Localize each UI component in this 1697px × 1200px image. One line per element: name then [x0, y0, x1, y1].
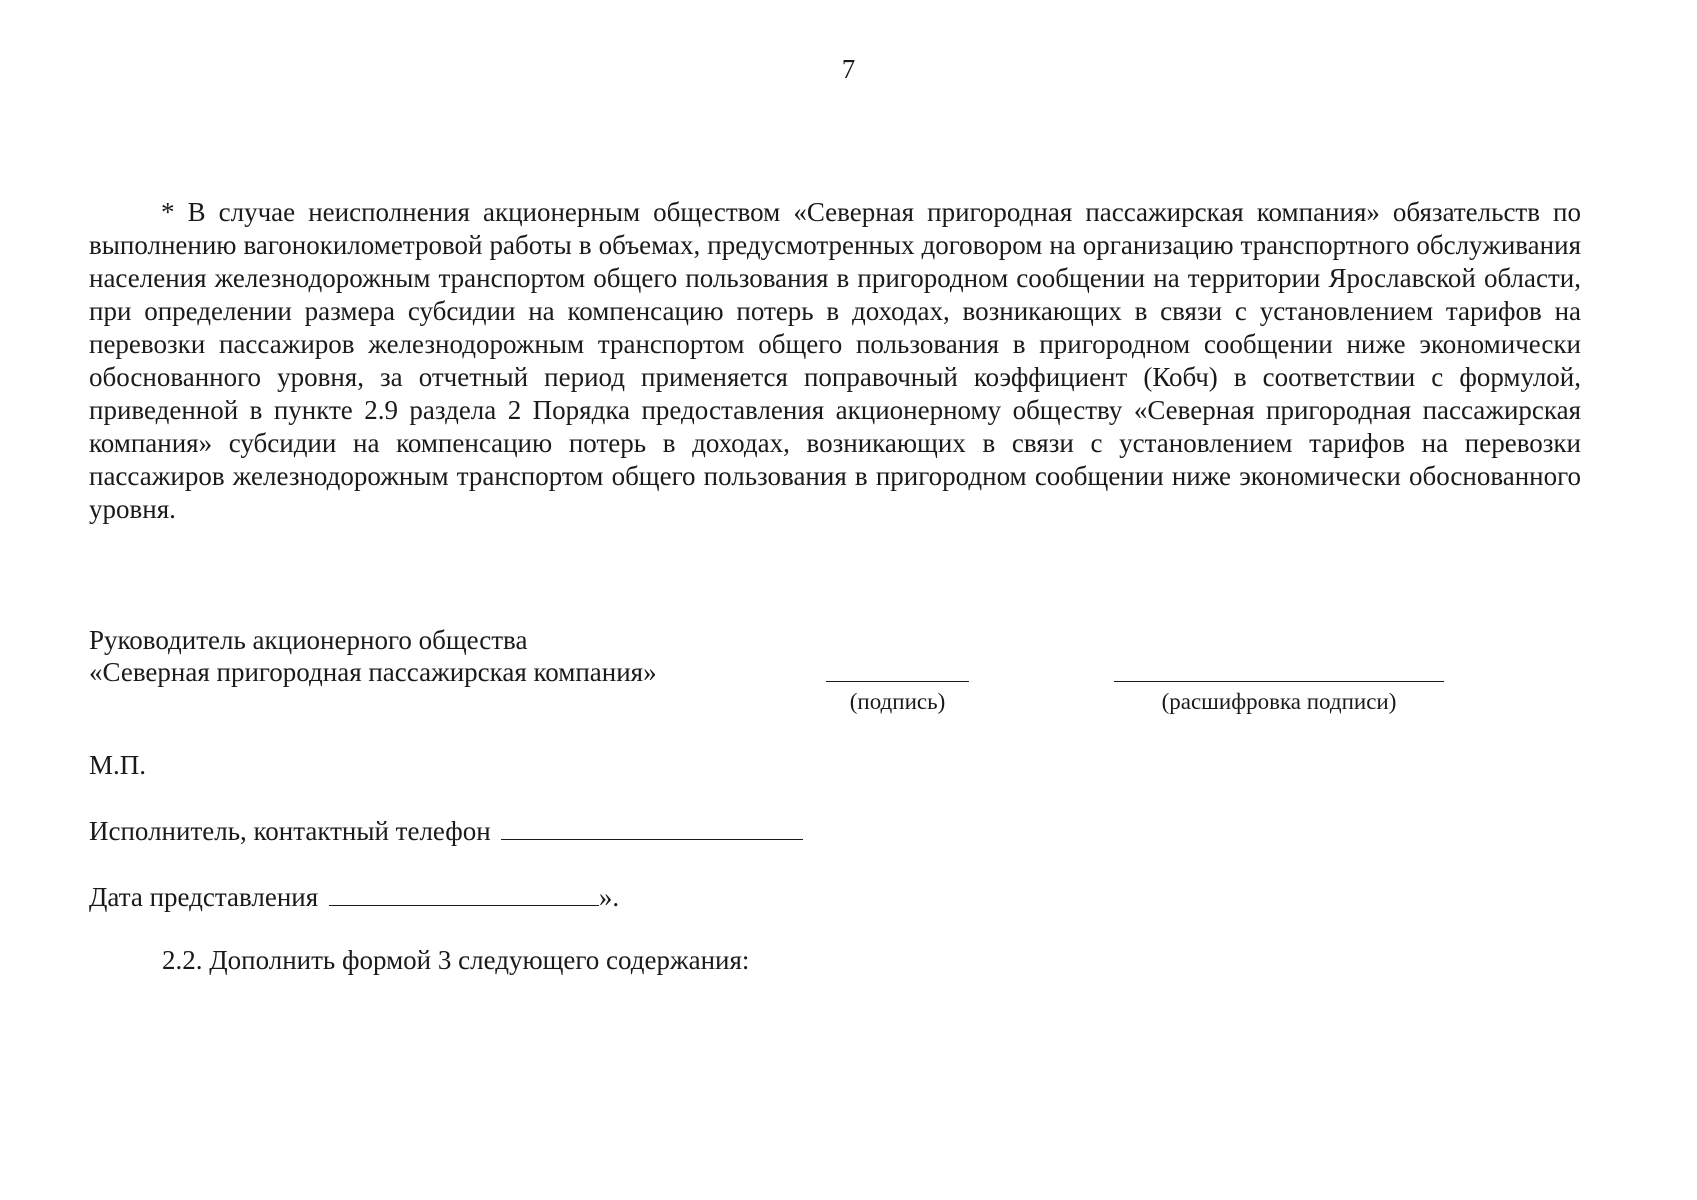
date-blank [329, 881, 599, 906]
date-suffix: ». [598, 882, 620, 912]
head-title-block [89, 624, 657, 688]
stamp-label: М.П. [89, 750, 147, 780]
head-title-line-2: «Северная пригородная пассажирская компания» [89, 657, 657, 687]
date-label: Дата представления [89, 882, 319, 912]
executor-phone-blank [501, 815, 803, 840]
footnote-paragraph: * В случае неисполнения акционерным обществом «Северная пригородная пассажирская компания» обязательств по выполнению вагонокилометровой работы в объемах, предусмотренных договором на организацию транспортного обслуживания населения железнодорожным транспортом общего пользования в пригородном сообщении на территории Ярославской области, при определении размера субсидии на компенсацию потерь в доходах, возникающих в связи с установлением тарифов на перевозки пассажиров железнодорожным транспортом общего пользования в пригородном сообщении ниже экономически обоснованного уровня, за отчетный период применяется поправочный коэффициент (Кобч) в соответствии с формулой, приведенной в пункте 2.9 раздела 2 Порядка предоставления акционерному обществу «Северная пригородная пассажирская компания» субсидии на компенсацию потерь в доходах, возникающих в связи с установлением тарифов на перевозки пассажиров железнодорожным транспортом общего пользования в пригородном сообщении ниже экономически обоснованного уровня. [89, 197, 1581, 524]
signature-decoding-line [1114, 681, 1444, 682]
next-item-text: 2.2. Дополнить формой 3 следующего содержания: [162, 945, 750, 975]
page-number: 7 [841, 54, 856, 84]
signature-caption: (подпись) [849, 689, 946, 714]
head-title-line-1: Руководитель акционерного общества [89, 625, 528, 655]
executor-row [89, 814, 803, 848]
executor-label: Исполнитель, контактный телефон [89, 816, 491, 846]
signature-decoding-caption: (расшифровка подписи) [1161, 689, 1397, 714]
date-row [89, 880, 619, 914]
signature-line [826, 681, 969, 682]
